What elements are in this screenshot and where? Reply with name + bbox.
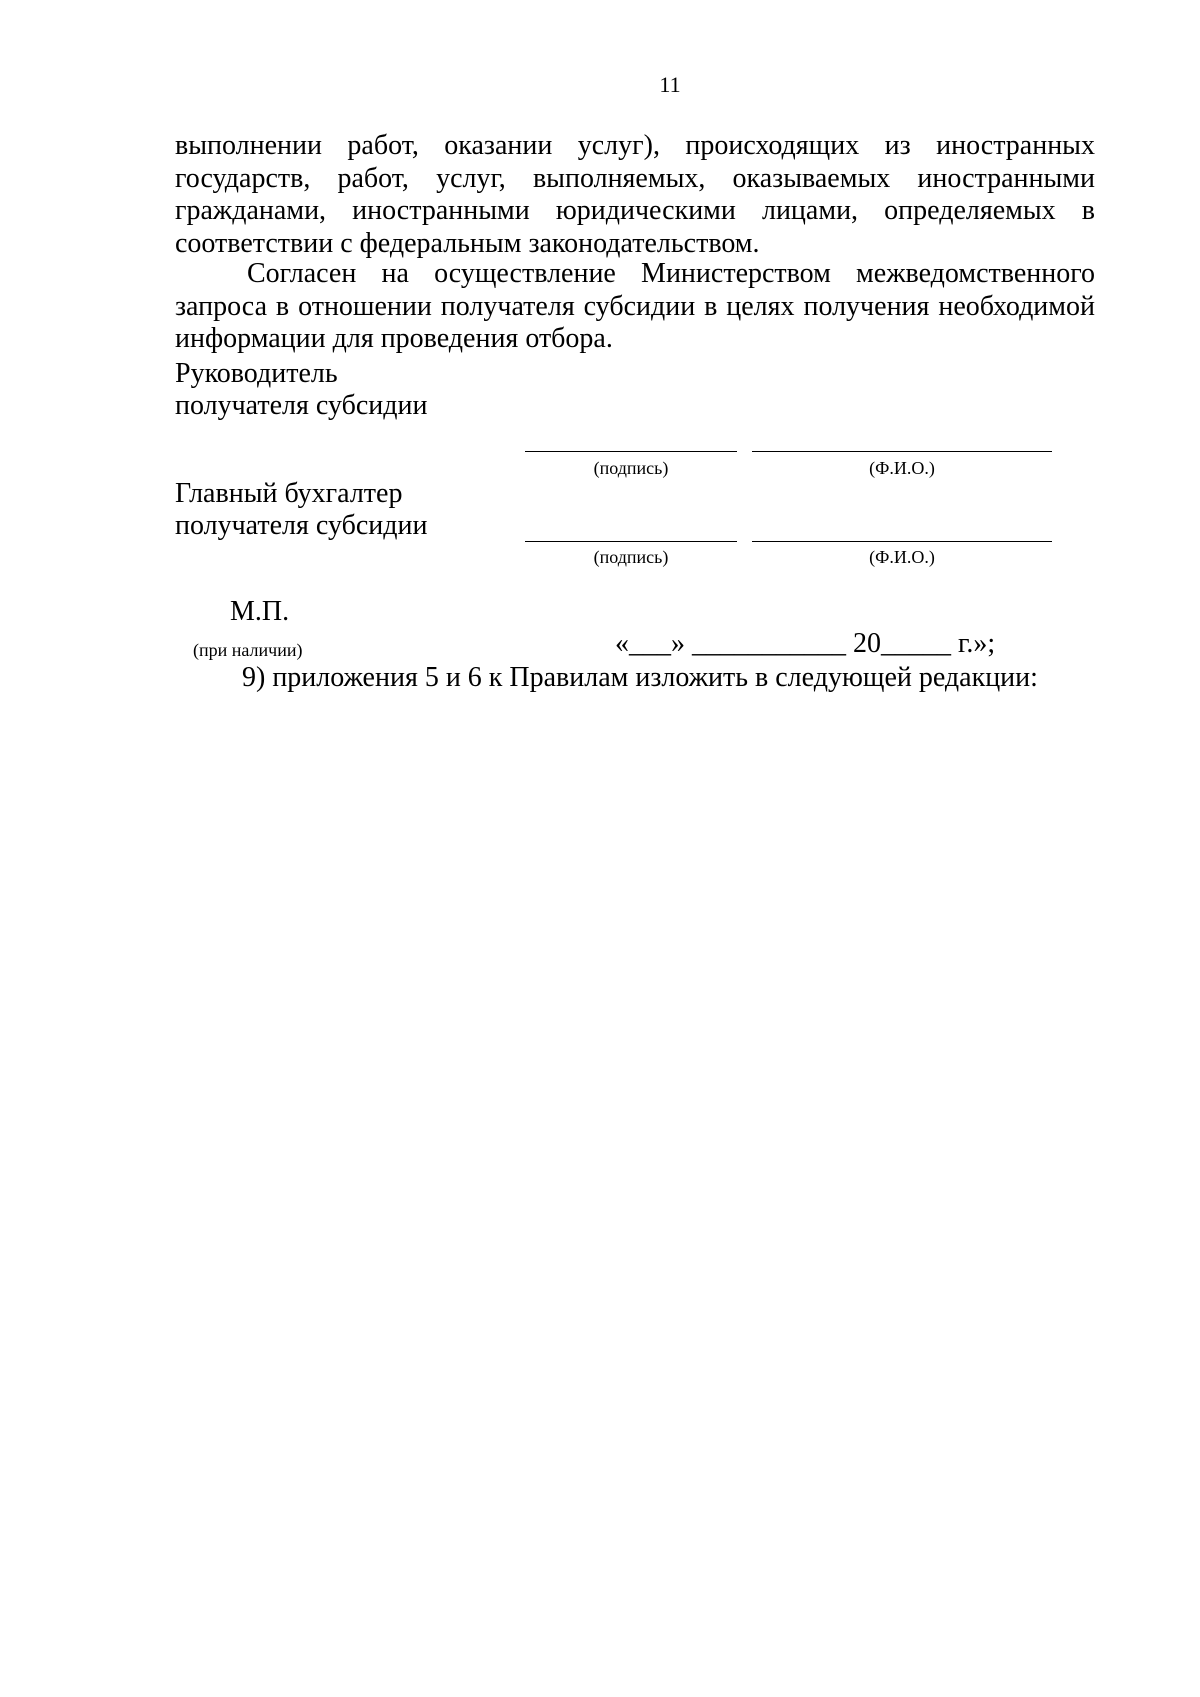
accountant-label-line-2: получателя субсидии (175, 510, 428, 541)
accountant-name-caption: (Ф.И.О.) (869, 547, 935, 567)
head-label-line-2: получателя субсидии (175, 390, 428, 421)
body-paragraph-1: выполнении работ, оказании услуг), происходящих из иностранных государств, работ, услуг, выполняемых, оказываемых иностранными гражданами, иностранными юридическими лицами, определяемых в соответствии с федеральным законодательством. (175, 130, 1095, 259)
head-label-line-1: Руководитель (175, 358, 338, 389)
head-signature-line (525, 451, 737, 452)
accountant-signature-line (525, 541, 737, 542)
accountant-signature-caption: (подпись) (593, 547, 669, 567)
date-line: «___» ___________ 20_____ г.»; (615, 628, 996, 659)
head-signature-caption: (подпись) (593, 458, 669, 478)
head-name-line (752, 451, 1052, 452)
stamp-note: (при наличии) (193, 640, 303, 660)
body-paragraph-2: Согласен на осуществление Министерством межведомственного запроса в отношении получателя субсидии в целях получения необходимой информации для проведения отбора. (175, 258, 1095, 354)
accountant-name-line (752, 541, 1052, 542)
head-name-caption: (Ф.И.О.) (869, 458, 935, 478)
final-paragraph: 9) приложения 5 и 6 к Правилам изложить в следующей редакции: (242, 662, 1038, 693)
stamp-label: М.П. (230, 596, 290, 627)
accountant-label-line-1: Главный бухгалтер (175, 478, 403, 509)
page-number: 11 (659, 72, 681, 97)
